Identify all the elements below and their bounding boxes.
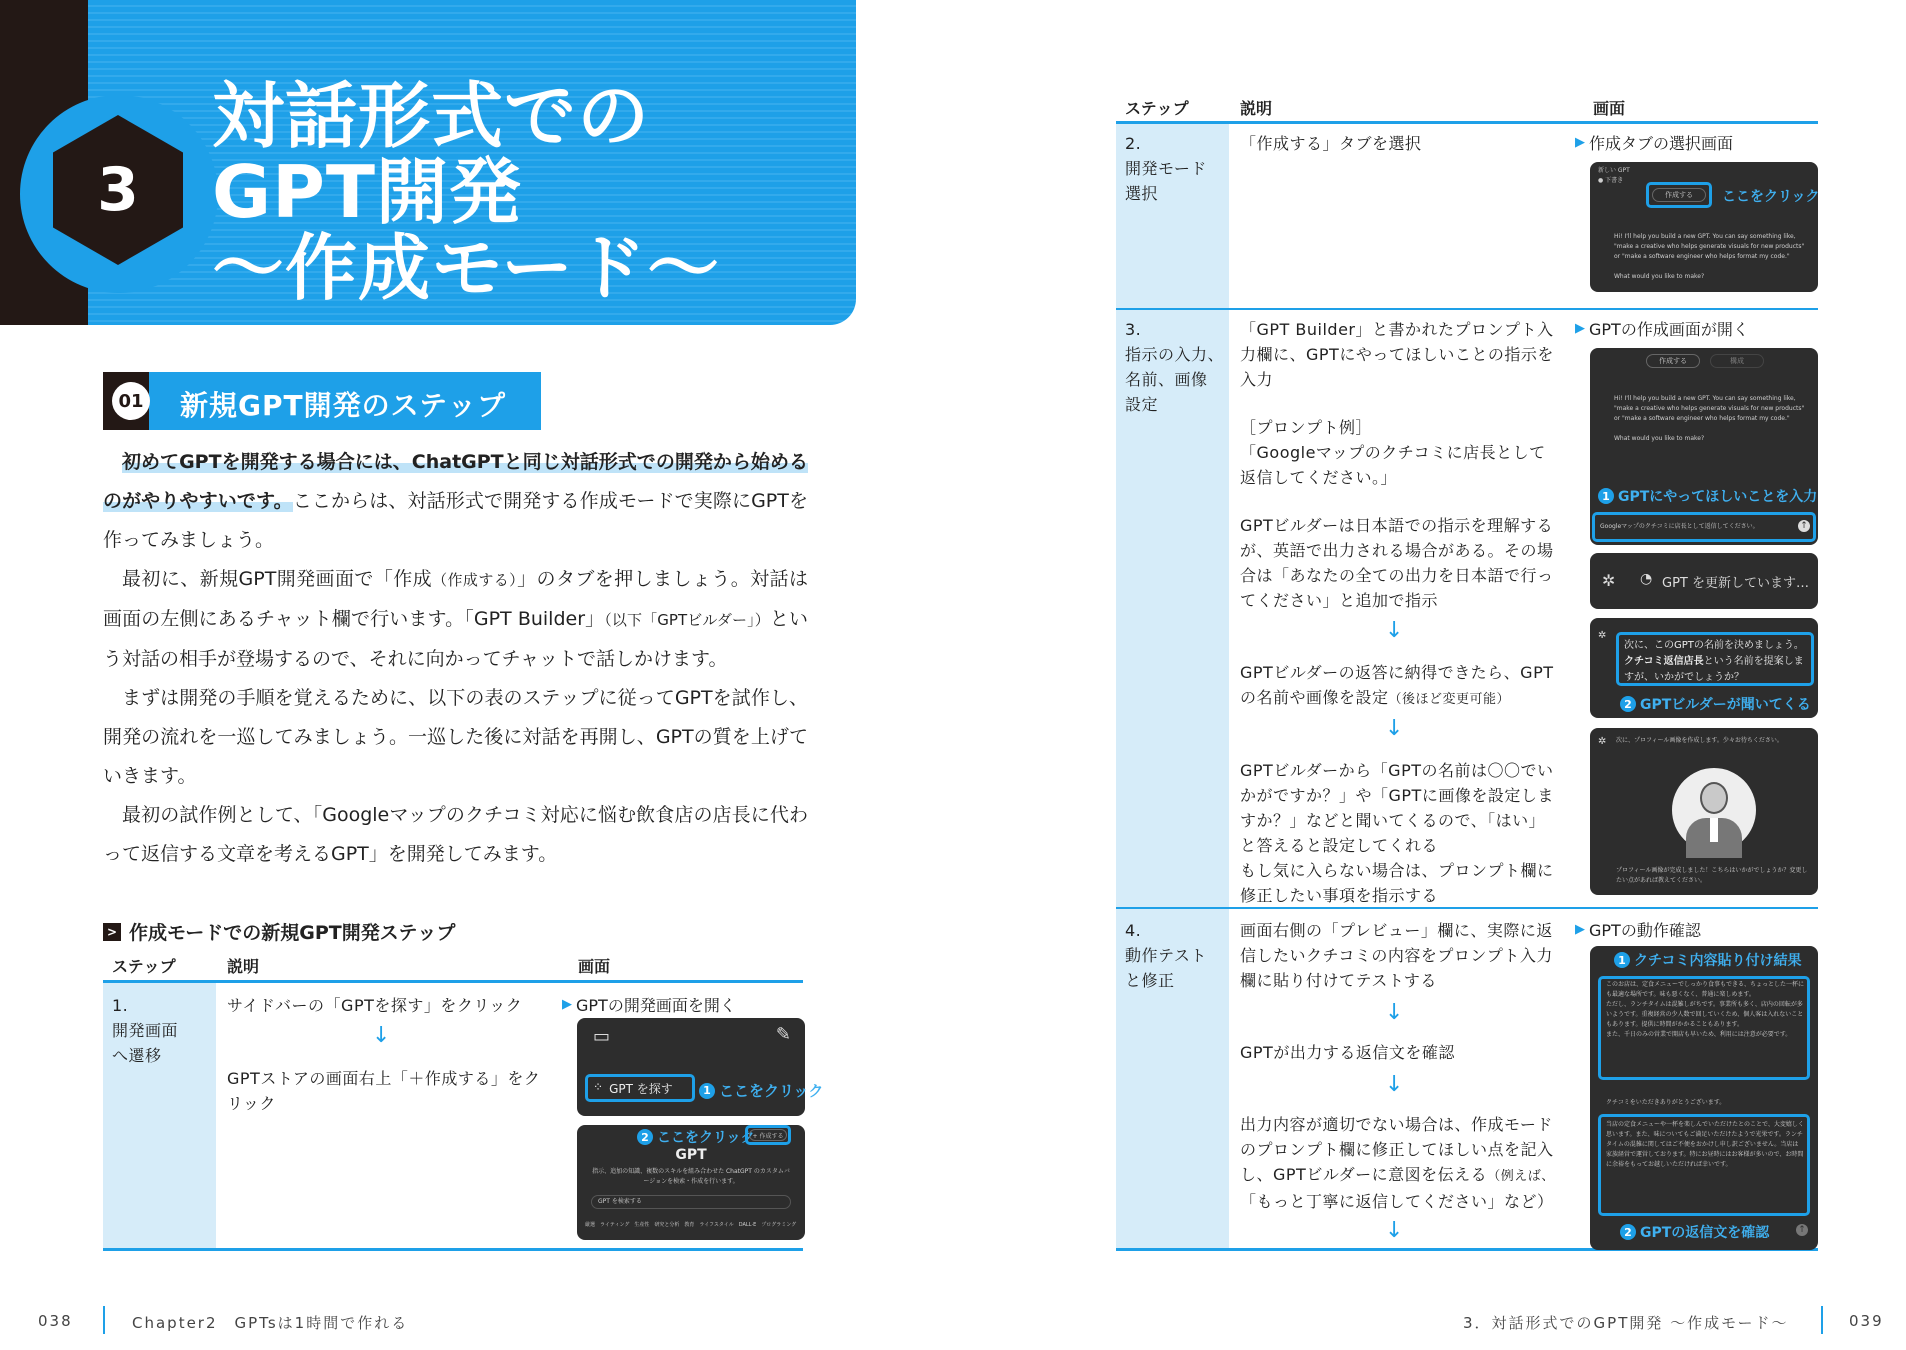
spinner-icon: ◔ — [1640, 571, 1653, 587]
step4-desc-2: GPTが出力する返信文を確認 — [1240, 1043, 1455, 1062]
profile-caption: プロフィール画像が完成しました！こちらはいかがでしょうか？変更したい点があれば教えてください。 — [1616, 867, 1808, 884]
th-screen: 画面 — [578, 957, 611, 976]
send-icon: ↑ — [1798, 520, 1810, 532]
footer-divider — [1821, 1306, 1823, 1334]
review-text: このお店は、定食メニューでしっかり食事もできる、ちょっとした一杯にも最適な場所です。味も悪くなく、普通に楽しめます。 ただし、ランチタイムは混雑しがちです。事業所も多く、店内の回転が多いようです。重複経営の少人数で回していくため、個人客は入れないこともあります。提供に時間がかかることもあります。 また、千日のみの営業で開店も早いため、利用には注意が必要です。 — [1606, 981, 1805, 1038]
step-column-bg — [1116, 124, 1229, 1249]
screenshot-create-tab — [1590, 162, 1818, 292]
triangle-icon: ▶ — [1575, 922, 1585, 937]
triangle-icon: ▶ — [562, 997, 572, 1012]
name-proposal-text: 次に、このGPTの名前を決めましょう。クチコミ返信店長という名前を提案しますが、いかがでしょうか？ — [1624, 640, 1804, 683]
gpt-store-title: GPT — [675, 1147, 707, 1163]
create-button: + 作成する — [749, 1129, 787, 1141]
create-tab: 作成する — [1652, 188, 1706, 202]
step4-callout-2: 2 GPTの返信文を確認 — [1620, 1222, 1769, 1242]
step3-callout-2: 2 GPTビルダーが聞いてくる — [1620, 694, 1811, 714]
shot2-callout: 2 ここをクリック — [637, 1127, 754, 1147]
step4-desc-3: 出力内容が適切でない場合は、作成モードのプロンプト欄に修正してほしい点を記入し、GPTビルダーに意図を伝える（例えば、「もっと丁寧に返信してください」など） — [1240, 1115, 1555, 1211]
configure-tab: 構成 — [1710, 354, 1764, 368]
th-screen: 画面 — [1593, 99, 1626, 118]
right-page — [953, 0, 1906, 1350]
table-title-mark-icon: > — [103, 923, 121, 941]
step4-callout-1: 1 クチコミ内容貼り付け結果 — [1614, 950, 1801, 970]
paragraph-3: まずは開発の手順を覚えるために、以下の表のステップに従ってGPTを試作し、開発の流れを一巡してみましょう。一巡した後に対話を再開し、GPTの質を上げていきます。 — [103, 687, 808, 787]
builder-question: What would you like to make? — [1614, 435, 1705, 442]
paragraph-4: 最初の試作例として、「Googleマップのクチコミ対応に悩む飲食店の店長に代わって返信する文章を考えるGPT」を開発してみます。 — [103, 804, 808, 865]
create-tab: 作成する — [1646, 354, 1700, 368]
section-number: 01 — [112, 382, 150, 420]
down-arrow-icon: ↓ — [1385, 1072, 1404, 1097]
step1-cell: 1. 開発画面 へ遷移 — [112, 996, 179, 1065]
openai-logo-icon: ✲ — [1598, 630, 1607, 641]
step3-desc-4: GPTビルダーの返答に納得できたら、GPTの名前や画像を設定（後ほど変更可能） — [1240, 663, 1554, 707]
profile-intro-text: 次に、プロフィール画像を作成します。少々お待ちください。 — [1616, 737, 1783, 744]
paragraph-2: 最初に、新規GPT開発画面で「作成（作成する）」のタブを押しましょう。対話は画面の左側にあるチャット欄で行います。「GPT Builder」（以下「GPTビルダー」）という対話の相手が登場するので、それに向かってチャットで話しかけます。 — [103, 568, 808, 670]
gpt-store-search: GPT を検索する — [591, 1195, 791, 1209]
section-title: 新規GPT開発のステップ — [180, 389, 507, 422]
title-line-2: GPT開発 — [212, 150, 522, 234]
sidebar-toggle-icon: ▭ — [593, 1026, 611, 1047]
screenshot-builder-input — [1590, 348, 1818, 545]
step3-cell: 3. 指示の入力、 名前、画像 設定 — [1125, 320, 1225, 414]
down-arrow-icon: ↓ — [372, 1023, 391, 1048]
screenshot-sidebar — [577, 1018, 824, 1116]
screenshot-updating — [1590, 553, 1818, 609]
th-desc: 説明 — [227, 957, 260, 976]
footer-chapter: Chapter2 GPTsは1時間で作れる — [132, 1314, 409, 1332]
row-divider-1 — [1116, 308, 1818, 310]
triangle-icon: ▶ — [1575, 135, 1585, 150]
table-bottom-rule — [103, 1248, 803, 1251]
reply-thanks-text: クチコミをいただきありがとうございます。 — [1606, 1099, 1726, 1106]
shot1-callout: 1 ここをクリック — [699, 1080, 823, 1101]
step2-callout: ここをクリック — [1722, 189, 1820, 205]
step3-prompt-example: ［プロンプト例］ 「Googleマップのクチコミに店長として返信してください。」 — [1240, 418, 1546, 487]
th-step: ステップ — [1125, 99, 1189, 118]
updating-text: GPT を更新しています… — [1662, 576, 1809, 591]
edit-icon: ✎ — [775, 1024, 791, 1045]
footer-page-number: 039 — [1849, 1312, 1884, 1330]
screenshot-gpt-store — [577, 1125, 805, 1240]
shot-back-header: 新しい GPT ● 下書き — [1598, 167, 1630, 184]
down-arrow-icon: ↓ — [1385, 716, 1404, 741]
down-arrow-icon: ↓ — [1385, 1000, 1404, 1025]
step2-screen-label: ▶ 作成タブの選択画面 — [1575, 134, 1734, 153]
step2-cell: 2. 開発モード 選択 — [1125, 134, 1207, 203]
grid-icon: ⁘ — [593, 1080, 604, 1094]
screenshot-name-proposal — [1590, 618, 1818, 718]
builder-greeting: Hi! I'll help you build a new GPT. You can say something like, "make a creative who helps generate visuals for new products" or "make a software engineer who helps format my code." — [1614, 395, 1805, 422]
screenshot-preview-test — [1590, 946, 1818, 1250]
step3-desc-1: 「GPT Builder」と書かれたプロンプト入力欄に、GPTにやってほしいことの指示を入力 — [1240, 320, 1554, 389]
triangle-icon: ▶ — [1575, 321, 1585, 336]
footer-divider — [103, 1306, 105, 1334]
highlight-text-b: るのがやりやすいです。 — [103, 451, 808, 512]
send-icon: ↑ — [1796, 1224, 1808, 1236]
gpt-store-desc: 指示、追加の知識、複数のスキルを組み合わせた ChatGPT のカスタムバージョンを検索・作成を行います。 — [592, 1168, 790, 1185]
title-line-1: 対話形式での — [212, 74, 651, 158]
reply-text: 当店の定食メニューや一杯を楽しんでいただけたとのことで、大変嬉しく思います。また、味についてもご満足いただけたようで光栄です。ランチタイムの混雑に関してはご不便をおかけし申し訳ございません。当店は家族経営で運営しております。特にお昼時にはお客様が多いので、お時間に余裕をもってお越しいただければ幸いです。 — [1606, 1121, 1804, 1168]
paragraph-1-rest: ここからは、対話形式で開発する作成モードで実際にGPTを作ってみましょう。 — [103, 490, 808, 551]
builder-question: What would you like to make? — [1614, 273, 1705, 280]
openai-logo-icon: ✲ — [1602, 571, 1616, 590]
footer-page-number: 038 — [38, 1312, 73, 1330]
step4-cell: 4. 動作テスト と修正 — [1125, 921, 1207, 990]
th-step: ステップ — [112, 957, 176, 976]
gpt-store-tabs: 厳選 ライティング 生産性 研究と分析 教育 ライフスタイル DALL·E プログラミング — [585, 1222, 797, 1228]
footer-chapter: 3．対話形式でのGPT開発 ～作成モード～ — [1463, 1314, 1789, 1332]
step3-desc-5: GPTビルダーから「GPTの名前は〇〇でいかがですか？」や「GPTに画像を設定しますか？」などと聞いてくるので、「はい」と答えると設定してくれる もし気に入らない場合は、プロンプト欄に修正したい事項を指示する — [1240, 761, 1554, 905]
page-title — [212, 74, 721, 310]
prompt-input: Googleマップのクチコミに店長として返信してください。 — [1600, 523, 1759, 530]
step3-callout-1: 1 GPTにやってほしいことを入力 — [1598, 486, 1817, 506]
gpt-search-button: ⁘ GPT を探す — [593, 1080, 673, 1096]
body-text — [103, 443, 808, 874]
title-line-3: ～作成モード～ — [212, 226, 721, 310]
step4-desc-1: 画面右側の「プレビュー」欄に、実際に返信したいクチコミの内容をプロンプト入力欄に貼り付けてテストする — [1240, 921, 1553, 990]
th-desc: 説明 — [1240, 99, 1273, 118]
step2-desc: 「作成する」タブを選択 — [1240, 134, 1422, 153]
table-title: > 作成モードでの新規GPT開発ステップ — [103, 918, 455, 945]
profile-image-avatar — [1672, 768, 1756, 852]
chapter-number: 3 — [97, 155, 139, 225]
step1-desc-2: GPTストアの画面右上「＋作成する」をクリック — [227, 1069, 541, 1113]
step3-screen-label: ▶ GPTの作成画面が開く — [1575, 320, 1749, 339]
step1-screen-label: ▶ GPTの開発画面を開く — [562, 996, 736, 1015]
paragraph-1 — [103, 443, 808, 560]
step4-screen-label: ▶ GPTの動作確認 — [1575, 921, 1701, 940]
openai-logo-icon: ✲ — [1598, 736, 1607, 747]
step3-desc-3: GPTビルダーは日本語での指示を理解するが、英語で出力される場合がある。その場合は「あなたの全ての出力を日本語で行ってください」と追加で指示 — [1240, 516, 1554, 610]
down-arrow-icon: ↓ — [1385, 618, 1404, 643]
step1-desc-1: サイドバーの「GPTを探す」をクリック — [227, 996, 523, 1015]
down-arrow-icon: ↓ — [1385, 1218, 1404, 1243]
highlight-text-a: 初めてGPTを開発する場合には、ChatGPTと同じ対話形式での開発から始め — [122, 451, 789, 473]
screenshot-profile-image — [1590, 728, 1818, 895]
builder-greeting: Hi! I'll help you build a new GPT. You can say something like, "make a creative who helps generate visuals for new products" or "make a software engineer who helps format my code." — [1614, 233, 1805, 260]
